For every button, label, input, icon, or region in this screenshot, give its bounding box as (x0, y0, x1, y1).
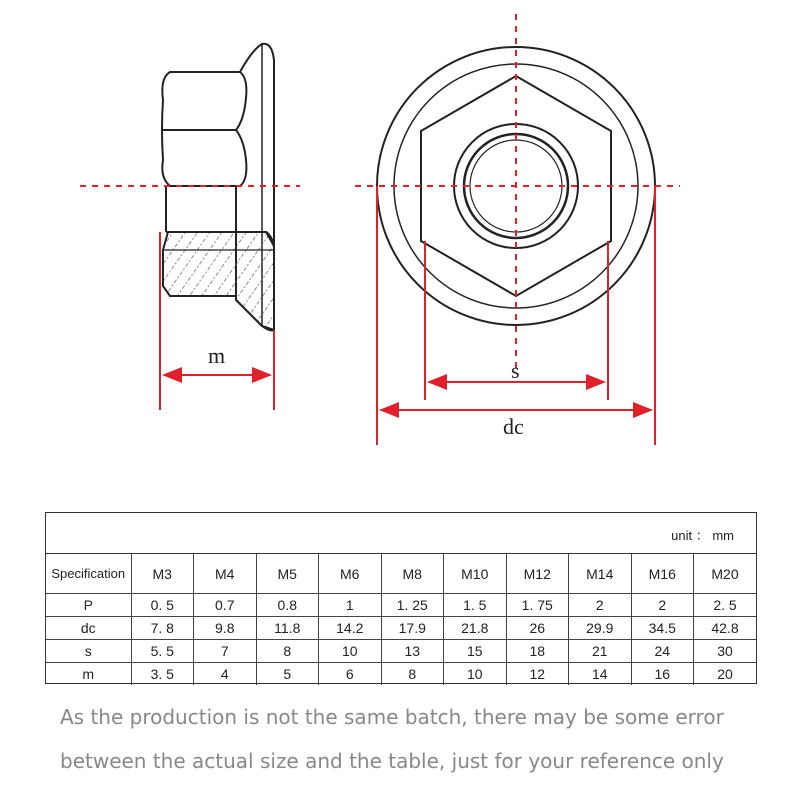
unit-row (46, 513, 756, 554)
side-view (162, 44, 274, 331)
table-cell: 21 (569, 640, 632, 663)
header-row (46, 554, 756, 594)
table-cell: 11.8 (256, 617, 319, 640)
spec-table (45, 512, 757, 684)
size-header: M12 (506, 554, 569, 594)
table-cell: 42.8 (694, 617, 757, 640)
table-cell: 10 (444, 663, 507, 686)
table-cell: 13 (381, 640, 444, 663)
size-header: M20 (694, 554, 757, 594)
dimension-lines (160, 186, 655, 445)
table-cell: 8 (256, 640, 319, 663)
table-cell: 14.2 (319, 617, 382, 640)
table-cell: 5 (256, 663, 319, 686)
size-header: M14 (569, 554, 632, 594)
table-cell: 4 (194, 663, 257, 686)
table-cell: 10 (319, 640, 382, 663)
table-cell: 20 (694, 663, 757, 686)
table-cell: 0.7 (194, 594, 257, 617)
disclaimer-note (60, 695, 760, 783)
table-cell: 2 (631, 594, 694, 617)
table-cell: 1. 75 (506, 594, 569, 617)
s-dimension-label: s (511, 358, 520, 383)
header-label: Specification (46, 554, 131, 594)
table-cell: 0. 5 (131, 594, 194, 617)
table-cell: 21.8 (444, 617, 507, 640)
table-cell: 1 (319, 594, 382, 617)
size-header: M6 (319, 554, 382, 594)
dc-dimension-label: dc (503, 414, 524, 439)
size-header: M8 (381, 554, 444, 594)
size-header: M5 (256, 554, 319, 594)
table-row (46, 640, 756, 663)
row-label: P (46, 594, 131, 617)
table-cell: 14 (569, 663, 632, 686)
table-cell: 5. 5 (131, 640, 194, 663)
unit-label: unit ： mm (671, 528, 734, 543)
size-header: M3 (131, 554, 194, 594)
m-dimension-label: m (208, 343, 226, 368)
row-label: m (46, 663, 131, 686)
note-line-2: between the actual size and the table, just for your reference only (60, 749, 724, 773)
size-header: M4 (194, 554, 257, 594)
table-cell: 6 (319, 663, 382, 686)
table-cell: 12 (506, 663, 569, 686)
table-cell: 18 (506, 640, 569, 663)
size-header: M16 (631, 554, 694, 594)
table-cell: 1. 25 (381, 594, 444, 617)
table-cell: 29.9 (569, 617, 632, 640)
table-cell: 26 (506, 617, 569, 640)
table-cell: 7. 8 (131, 617, 194, 640)
table-cell: 2 (569, 594, 632, 617)
table-cell: 1. 5 (444, 594, 507, 617)
table-row (46, 617, 756, 640)
table-cell: 16 (631, 663, 694, 686)
table-cell: 9.8 (194, 617, 257, 640)
row-label: dc (46, 617, 131, 640)
row-label: s (46, 640, 131, 663)
table-cell: 8 (381, 663, 444, 686)
table-cell: 24 (631, 640, 694, 663)
table-cell: 7 (194, 640, 257, 663)
table-cell: 0.8 (256, 594, 319, 617)
table-cell: 17.9 (381, 617, 444, 640)
table-row (46, 663, 756, 686)
size-header: M10 (444, 554, 507, 594)
table-cell: 3. 5 (131, 663, 194, 686)
spec-grid (46, 554, 756, 685)
table-cell: 15 (444, 640, 507, 663)
table-row (46, 594, 756, 617)
table-cell: 34.5 (631, 617, 694, 640)
note-line-1: As the production is not the same batch, there may be some error (60, 705, 724, 729)
table-cell: 30 (694, 640, 757, 663)
table-cell: 2. 5 (694, 594, 757, 617)
